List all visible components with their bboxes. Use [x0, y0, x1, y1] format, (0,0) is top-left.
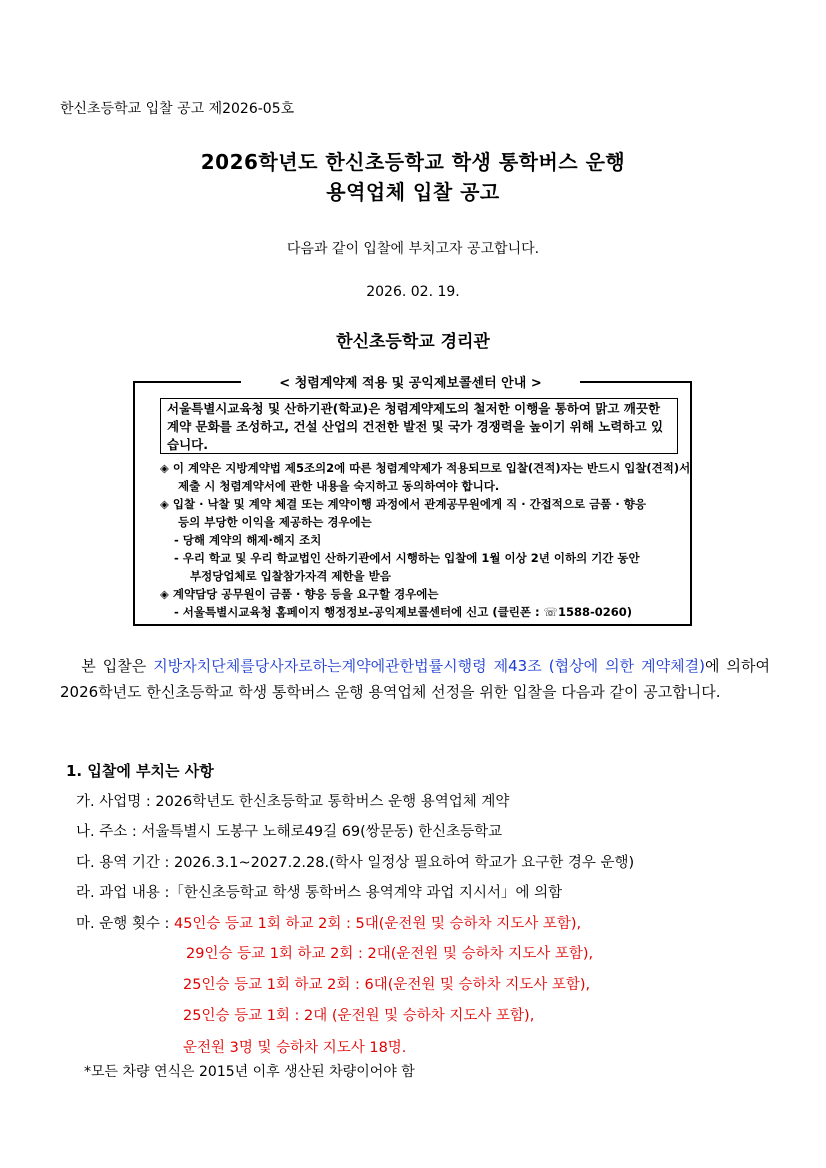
operations-line: 25인승 등교 1회 하교 2회 : 6대(운전원 및 승하차 지도사 포함), [183, 977, 591, 993]
intro-text: 다음과 같이 입찰에 부치고자 공고합니다. [286, 241, 540, 257]
integrity-line: - 당해 계약의 해제·해지 조치 [174, 533, 322, 547]
integrity-box-title: < 청렴계약제 적용 및 공익제보콜센터 안내 > [279, 376, 542, 391]
section-item: 라. 과업 내용 :「한신초등학교 학생 통학버스 용역계약 과업 지시서」에 의함 [76, 885, 563, 901]
integrity-line: 부정당업체로 입찰참가자격 제한을 받음 [190, 569, 391, 583]
integrity-line: - 서울특별시교육청 홈페이지 행정정보-공익제보콜센터에 신고 (클린폰 : ☏1588-0260) [174, 605, 633, 619]
issuer-name: 한신초등학교 경리관 [336, 332, 490, 352]
document-title-line2: 용역업체 입찰 공고 [326, 180, 500, 204]
box-border-right [580, 381, 692, 383]
paragraph-suffix: 에 의하여 2026학년도 한신초등학교 학생 통학버스 운행 용역업체 선정을 위한 입찰을 다음과 같이 공고합니다. [60, 657, 771, 701]
operations-line: 45인승 등교 1회 하교 2회 : 5대(운전원 및 승하차 지도사 포함), [173, 916, 582, 932]
section-item: 가. 사업명 : 2026학년도 한신초등학교 통학버스 운행 용역업체 계약 [76, 794, 510, 810]
bid-paragraph [60, 653, 770, 705]
notice-number: 한신초등학교 입찰 공고 제2026-05호 [60, 101, 295, 117]
operations-line: 25인승 등교 1회 : 2대 (운전원 및 승하차 지도사 포함), [183, 1008, 535, 1024]
box-border-left [133, 381, 241, 383]
integrity-line: ◈ 입찰 · 낙찰 및 계약 체결 또는 계약이행 과정에서 관계공무원에게 직 · 간접적으로 금품 · 향응 [160, 497, 646, 511]
integrity-line: 제출 시 청렴계약서에 관한 내용을 숙지하고 동의하여야 합니다. [178, 479, 500, 493]
section-item: 나. 주소 : 서울특별시 도봉구 노해로49길 69(쌍문동) 한신초등학교 [76, 824, 503, 840]
integrity-statement: 서울특별시교육청 및 산하기관(학교)은 청렴계약제도의 철저한 이행을 통하여 맑고 깨끗한 계약 문화를 조성하고, 건설 산업의 건전한 발전 및 국가 경쟁력을 높이기 위해 노력하고 있습니다. [160, 398, 678, 454]
section-item-operations [76, 912, 581, 933]
notice-date: 2026. 02. 19. [366, 284, 460, 300]
operations-line: 29인승 등교 1회 하교 2회 : 2대(운전원 및 승하차 지도사 포함), [186, 946, 594, 962]
integrity-line: - 우리 학교 및 우리 학교법인 산하기관에서 시행하는 입찰에 1월 이상 2년 이하의 기간 동안 [174, 551, 640, 565]
integrity-line: ◈ 이 계약은 지방계약법 제5조의2에 따른 청렴계약제가 적용되므로 입찰(견적)자는 반드시 입찰(견적)서 [160, 461, 691, 475]
vehicle-year-note: *모든 차량 연식은 2015년 이후 생산된 차량이어야 함 [84, 1064, 415, 1080]
law-reference: 지방자치단체를당사자로하는계약에관한법률시행령 제43조 (협상에 의한 계약체결) [153, 657, 705, 675]
section-item: 다. 용역 기간 : 2026.3.1~2027.2.28.(학사 일정상 필요하여 학교가 요구한 경우 운행) [76, 855, 635, 871]
document-title-line1: 2026학년도 한신초등학교 학생 통학버스 운행 [200, 150, 626, 174]
integrity-line: ◈ 계약담당 공무원이 금품 · 향응 등을 요구할 경우에는 [160, 587, 439, 601]
paragraph-prefix: 본 입찰은 [81, 657, 154, 675]
operations-label: 마. 운행 횟수 : [76, 916, 174, 932]
section-heading: 1. 입찰에 부치는 사항 [66, 762, 214, 780]
operations-line: 운전원 3명 및 승하차 지도사 18명. [183, 1040, 407, 1056]
integrity-line: 등의 부당한 이익을 제공하는 경우에는 [178, 515, 372, 529]
